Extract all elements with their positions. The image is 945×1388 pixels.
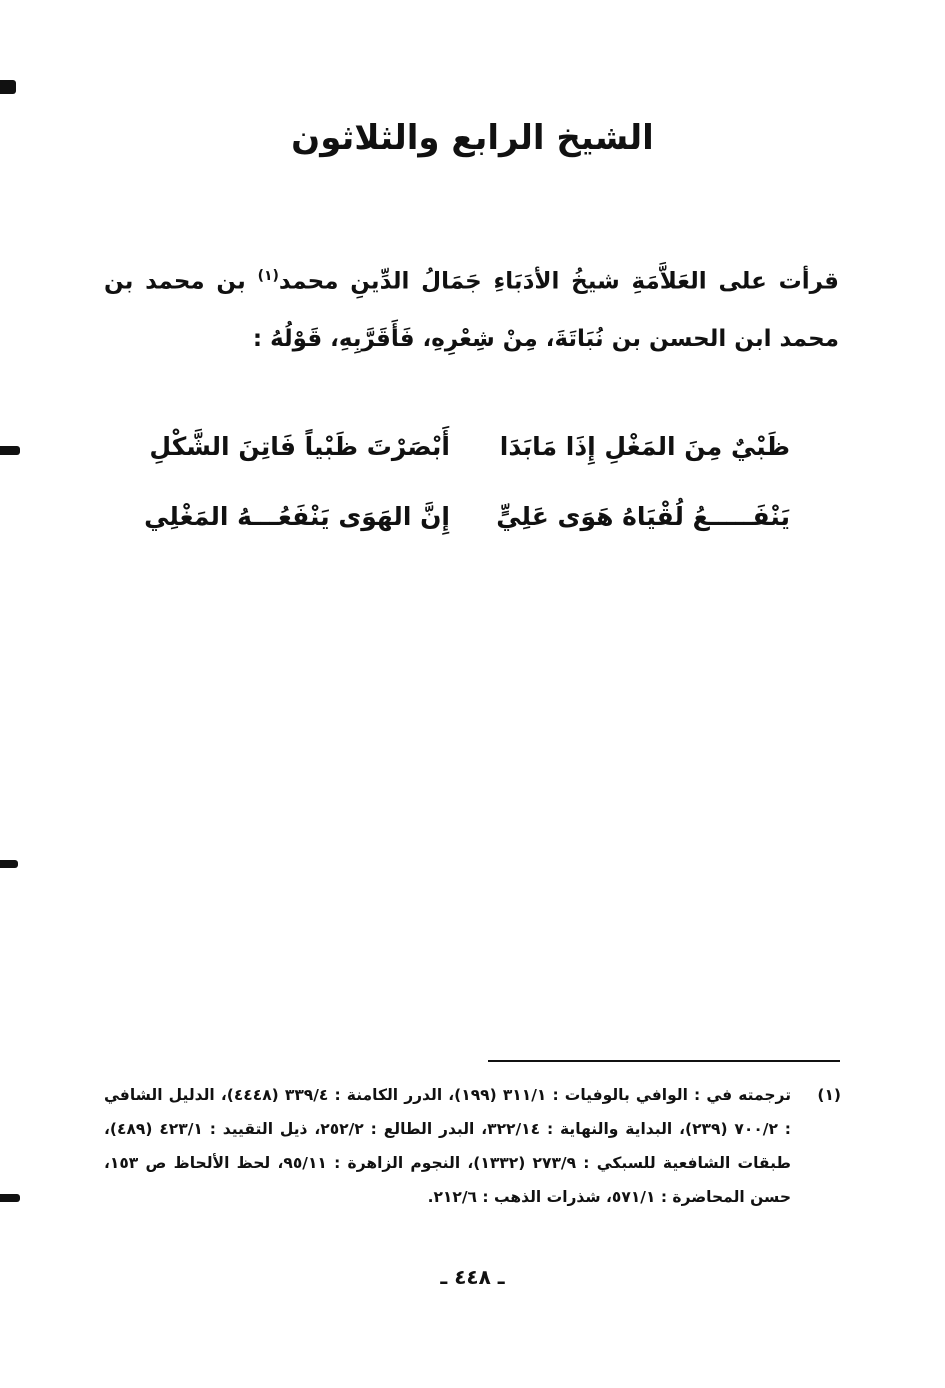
footnote-separator (488, 1060, 840, 1062)
intro-text: قرأت على العَلاَّمَةِ شيخُ الأدَبَاءِ جَمَالُ الدِّينِ محمد (278, 268, 839, 295)
footnote-text: ترجمته في : الوافي بالوفيات : ٣١١/١ (١٩٩)، الدرر الكامنة : ٣٣٩/٤ (٤٤٤٨)، الدليل الشافي : ٧٠٠/٢ (٢٣٩)، البداية والنهاية : ٣٢٢/١٤، البدر الطالع : ٢٥٢/٢، ذيل التقييد : ٤٢٣/١ (٤٨٩)، طبقات الشافعية للسبكي : ٢٧٣/٩ (١٣٣٢)، النجوم الزاهرة : ٩٥/١١، لحظ الألحاظ ص ١٥٣، حسن المحاضرة : ٥٧١/١، شذرات الذهب : ٢١٢/٦. (104, 1086, 792, 1206)
footnote-marker: (١) (817, 1086, 841, 1104)
footnote-reference: (١) (257, 268, 279, 284)
intro-text-continued: بن محمد بن محمد ابن الحسن بن نُبَاتَةَ، مِنْ شِعْرِهِ، فَأَقَرَّبِهِ، قَوْلُهُ : (104, 268, 839, 352)
scan-edge-mark (0, 1194, 20, 1202)
footnote (104, 1078, 841, 1214)
intro-paragraph (104, 248, 839, 368)
poem-verse (144, 502, 790, 552)
scan-edge-mark (0, 80, 16, 94)
verse-second-hemistich: أَبْصَرْتَ ظَبْياً فَاتِنَ الشَّكْلِ (149, 432, 450, 461)
scan-edge-mark (0, 860, 18, 868)
verse-first-hemistich: يَنْفَـــــعُ لُقْيَاهُ هَوَى عَلِيٍّ (496, 502, 790, 531)
scan-edge-mark (0, 446, 20, 455)
page-title: الشيخ الرابع والثلاثون (291, 118, 654, 158)
poem-verse (149, 432, 790, 482)
page-number: ـ ٤٤٨ ـ (440, 1265, 505, 1289)
verse-first-hemistich: ظَبْيٌ مِنَ المَغْلِ إِذَا مَابَدَا (499, 432, 790, 461)
verse-second-hemistich: إِنَّ الهَوَى يَنْفَعُـــهُ المَغْلِي (144, 502, 450, 531)
